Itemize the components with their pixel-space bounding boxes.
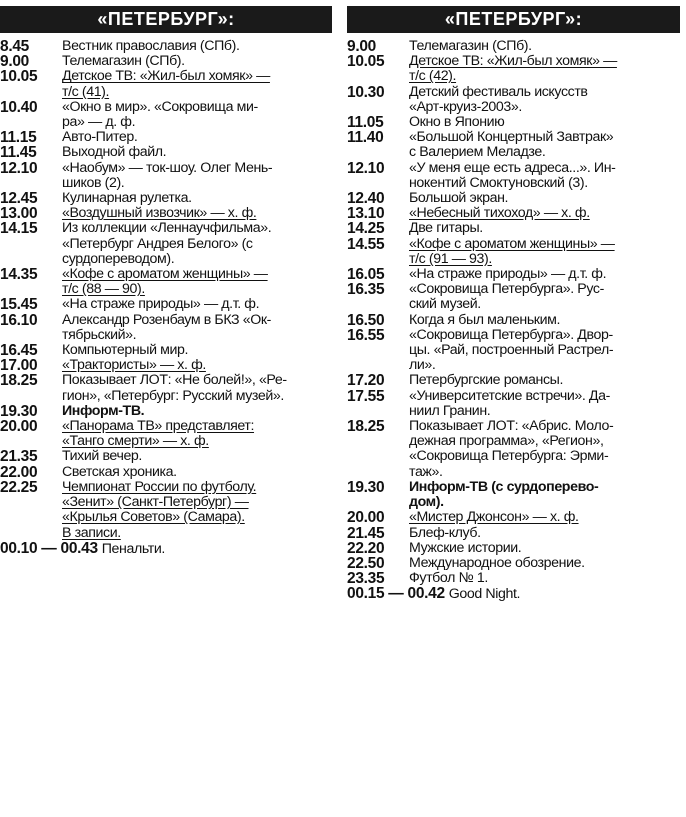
schedule-entry xyxy=(347,267,680,282)
entry-time: 18.25 xyxy=(0,372,38,390)
entry-time: 20.00 xyxy=(0,418,38,436)
entry-line: Большой экран. xyxy=(409,190,509,207)
entry-title xyxy=(409,115,680,130)
schedule-entry xyxy=(0,297,332,312)
entry-title xyxy=(62,221,332,267)
entry-title xyxy=(409,526,680,541)
schedule-entry xyxy=(347,85,680,115)
entry-line: Детское ТВ: «Жил-был хомяк» — xyxy=(62,68,270,85)
entry-title xyxy=(409,221,680,236)
schedule-entry xyxy=(0,221,332,267)
entry-line: Из коллекции «Леннаучфильма». xyxy=(62,220,272,237)
schedule-entry xyxy=(347,526,680,541)
entry-title xyxy=(62,100,332,130)
schedule-entry xyxy=(0,206,332,221)
entry-title xyxy=(409,161,680,191)
entry-line: Тихий вечер. xyxy=(62,448,142,465)
entry-title xyxy=(409,282,680,312)
entry-title xyxy=(62,206,332,221)
entry-time: 21.35 xyxy=(0,448,38,466)
entry-time: 23.35 xyxy=(347,570,385,588)
entry-title xyxy=(62,267,332,297)
entry-line: «Кофе с ароматом женщины» — xyxy=(62,266,268,283)
entry-line: «Арт-круиз-2003». xyxy=(409,98,522,115)
schedule-entry xyxy=(347,237,680,267)
entry-line: тябрьский». xyxy=(62,326,137,343)
entry-time: 9.00 xyxy=(347,38,376,55)
entry-time: 10.30 xyxy=(347,83,385,101)
entry-title xyxy=(62,343,332,358)
entry-line: гион», «Петербург: Русский музей». xyxy=(62,387,284,404)
entry-title xyxy=(62,130,332,145)
entry-title xyxy=(62,465,332,480)
schedule-entry xyxy=(0,69,332,99)
entry-title xyxy=(62,449,332,464)
entry-time: 22.20 xyxy=(347,539,385,557)
schedule-entry xyxy=(347,313,680,328)
entry-line: т/с (91 — 93). xyxy=(409,250,492,267)
schedule-entry xyxy=(0,161,332,191)
entry-line: «На страже природы» — д.т. ф. xyxy=(62,296,260,313)
entry-line: сурдопереводом). xyxy=(62,250,175,267)
entry-line: Петербургские романсы. xyxy=(409,372,563,389)
schedule-entry xyxy=(0,39,332,54)
entry-title xyxy=(62,54,332,69)
entry-line: «Панорама ТВ» представляет: xyxy=(62,418,255,435)
entry-line: с Валерием Меладзе. xyxy=(409,144,546,161)
entry-line: Мужские истории. xyxy=(409,539,522,556)
last-entry xyxy=(0,541,332,557)
left-column xyxy=(0,6,332,557)
entry-time: 00.15 — 00.42 xyxy=(347,585,445,603)
entry-title xyxy=(409,54,680,84)
entry-title xyxy=(62,404,332,419)
entry-line: «Университетские встречи». Да- xyxy=(409,387,610,404)
entry-line: Окно в Японию xyxy=(409,114,505,131)
entry-line: «Кофе с ароматом женщины» — xyxy=(409,235,615,252)
entry-title xyxy=(62,191,332,206)
entry-line: «Большой Концертный Завтрак» xyxy=(409,129,614,146)
entry-time: 11.40 xyxy=(347,129,384,147)
entry-time: 22.50 xyxy=(347,554,385,572)
entry-title xyxy=(62,358,332,373)
entry-time: 17.20 xyxy=(347,372,385,390)
entry-line: ский музей. xyxy=(409,296,481,313)
schedule-entry xyxy=(347,480,680,510)
schedule-entry xyxy=(0,465,332,480)
entry-title: Пенальти. xyxy=(101,540,165,557)
schedule-entry xyxy=(0,358,332,373)
entry-line: Авто-Питер. xyxy=(62,129,138,146)
schedule-entry xyxy=(347,221,680,236)
entry-time: 17.00 xyxy=(0,357,38,375)
entry-line: Показывает ЛОТ: «Не болей!», «Ре- xyxy=(62,372,287,389)
entry-time: 16.05 xyxy=(347,266,385,284)
entry-time: 10.05 xyxy=(347,53,385,71)
entry-time: 10.05 xyxy=(0,68,38,86)
entry-line: Информ-ТВ (с сурдоперево- xyxy=(409,478,599,495)
entry-title xyxy=(62,69,332,99)
entry-title xyxy=(409,389,680,419)
entry-line: «У меня еще есть адреса...». Ин- xyxy=(409,159,616,176)
entry-time: 12.40 xyxy=(347,190,385,208)
entry-time: 15.45 xyxy=(0,296,38,314)
entry-line: Чемпионат России по футболу. xyxy=(62,478,257,495)
entry-title xyxy=(409,237,680,267)
entry-title xyxy=(409,571,680,586)
schedule-entry xyxy=(0,130,332,145)
schedule-entry xyxy=(0,191,332,206)
entry-title xyxy=(409,541,680,556)
entry-time: 22.00 xyxy=(0,463,38,481)
entry-title xyxy=(409,191,680,206)
entry-line: Информ-ТВ. xyxy=(62,402,145,419)
entry-title xyxy=(62,373,332,403)
schedule-entry xyxy=(347,328,680,374)
schedule-entry xyxy=(347,191,680,206)
entry-line: Детский фестиваль искусств xyxy=(409,83,588,100)
schedule-entry xyxy=(347,115,680,130)
entry-time: 00.10 — 00.43 xyxy=(0,539,98,557)
entry-line: «Зенит» (Санкт-Петербург) — xyxy=(62,494,249,511)
right-column xyxy=(347,6,680,603)
entry-time: 12.10 xyxy=(347,159,385,177)
entry-title xyxy=(409,85,680,115)
schedule-entry xyxy=(0,404,332,419)
entry-line: «Окно в мир». «Сокровища ми- xyxy=(62,98,258,115)
entry-line: «Сокровища Петербурга». Рус- xyxy=(409,281,604,298)
entry-title xyxy=(409,419,680,480)
entry-line: Телемагазин (СПб). xyxy=(409,38,532,54)
schedule-entry xyxy=(347,556,680,571)
entry-title xyxy=(62,145,332,160)
entry-line: В записи. xyxy=(62,524,121,541)
entry-line: Международное обозрение. xyxy=(409,554,585,571)
entry-line: Показывает ЛОТ: «Абрис. Моло- xyxy=(409,418,614,435)
entry-time: 17.55 xyxy=(347,387,385,405)
entry-title xyxy=(409,267,680,282)
entry-time: 16.50 xyxy=(347,311,385,329)
schedule-entry xyxy=(347,54,680,84)
entry-line: Детское ТВ: «Жил-был хомяк» — xyxy=(409,53,617,70)
entry-time: 10.40 xyxy=(0,98,38,116)
schedule-entry xyxy=(347,510,680,525)
entry-title xyxy=(409,313,680,328)
schedule-entry xyxy=(0,313,332,343)
entry-time: 12.10 xyxy=(0,159,38,177)
entry-time: 16.35 xyxy=(347,281,385,299)
entry-time: 18.25 xyxy=(347,418,385,436)
schedule-entry xyxy=(0,54,332,69)
entry-line: Когда я был маленьким. xyxy=(409,311,561,328)
entry-line: «Петербург Андрея Белого» (с xyxy=(62,235,253,252)
entry-title xyxy=(62,39,332,54)
entry-line: ниил Гранин. xyxy=(409,402,491,419)
entry-time: 19.30 xyxy=(0,402,38,420)
schedule-entry xyxy=(347,206,680,221)
last-entry xyxy=(347,586,680,602)
schedule-entry xyxy=(0,480,332,541)
channel-header: «ПЕТЕРБУРГ»: xyxy=(347,6,680,33)
entry-line: т/с (41). xyxy=(62,83,110,100)
schedule-entry xyxy=(347,373,680,388)
entry-line: «Мистер Джонсон» — х. ф. xyxy=(409,509,579,526)
entry-line: «Наобум» — ток-шоу. Олег Мень- xyxy=(62,159,273,176)
schedule-entry xyxy=(347,571,680,586)
entry-title xyxy=(62,161,332,191)
entry-line: Две гитары. xyxy=(409,220,483,237)
entry-line: «Сокровища Петербурга». Двор- xyxy=(409,326,613,343)
entry-line: Светская хроника. xyxy=(62,463,177,480)
entry-title: Good Night. xyxy=(448,586,521,603)
entry-line: Выходной файл. xyxy=(62,144,167,161)
entry-line: дом). xyxy=(409,494,444,511)
entry-line: Вестник православия (СПб). xyxy=(62,38,240,54)
schedule-entry xyxy=(347,130,680,160)
entry-title xyxy=(409,206,680,221)
entry-line: дежная программа», «Регион», xyxy=(409,433,604,450)
entry-title xyxy=(409,130,680,160)
entry-title xyxy=(409,328,680,374)
entry-line: «Крылья Советов» (Самара). xyxy=(62,509,245,526)
entry-line: Александр Розенбаум в БКЗ «Ок- xyxy=(62,311,271,328)
schedule-entry xyxy=(347,39,680,54)
entry-time: 14.25 xyxy=(347,220,385,238)
entry-line: цы. «Рай, построенный Растрел- xyxy=(409,342,614,359)
entry-title xyxy=(409,510,680,525)
schedule-entry xyxy=(347,541,680,556)
entry-line: «Сокровища Петербурга: Эрми- xyxy=(409,448,609,465)
entry-line: «Небесный тихоход» — х. ф. xyxy=(409,205,590,222)
schedule-entry xyxy=(0,343,332,358)
entry-time: 11.05 xyxy=(347,114,384,132)
entry-title xyxy=(409,39,680,54)
entry-time: 21.45 xyxy=(347,524,385,542)
channel-header: «ПЕТЕРБУРГ»: xyxy=(0,6,332,33)
entry-line: «Воздушный извозчик» — х. ф. xyxy=(62,205,257,222)
entry-line: т/с (42). xyxy=(409,68,457,85)
entry-line: ра» — д. ф. xyxy=(62,114,136,131)
entry-line: Компьютерный мир. xyxy=(62,342,189,359)
entry-line: ли». xyxy=(409,357,436,374)
entry-time: 8.45 xyxy=(0,38,29,55)
entry-time: 14.15 xyxy=(0,220,38,238)
schedule-entry xyxy=(347,161,680,191)
entry-line: «Трактористы» — х. ф. xyxy=(62,357,206,374)
entry-title xyxy=(62,480,332,541)
entry-line: нокентий Смоктуновский (3). xyxy=(409,174,588,191)
entry-time: 19.30 xyxy=(347,478,385,496)
schedule-entry xyxy=(0,100,332,130)
schedule-list xyxy=(347,39,680,586)
entry-time: 11.45 xyxy=(0,144,37,162)
schedule-entry xyxy=(0,267,332,297)
entry-time: 22.25 xyxy=(0,478,38,496)
schedule-entry xyxy=(0,145,332,160)
entry-line: Блеф-клуб. xyxy=(409,524,481,541)
entry-line: «На страже природы» — д.т. ф. xyxy=(409,266,607,283)
entry-time: 14.35 xyxy=(0,266,38,284)
entry-title xyxy=(62,419,332,449)
schedule-list xyxy=(0,39,332,541)
entry-line: Кулинарная рулетка. xyxy=(62,190,192,207)
entry-title xyxy=(409,480,680,510)
entry-time: 11.15 xyxy=(0,129,37,147)
schedule-entry xyxy=(0,373,332,403)
entry-title xyxy=(62,297,332,312)
schedule-entry xyxy=(347,282,680,312)
entry-time: 13.00 xyxy=(0,205,38,223)
entry-time: 13.10 xyxy=(347,205,385,223)
entry-time: 16.10 xyxy=(0,311,38,329)
entry-line: т/с (88 — 90). xyxy=(62,281,145,298)
entry-time: 16.55 xyxy=(347,326,385,344)
entry-title xyxy=(62,313,332,343)
entry-title xyxy=(409,556,680,571)
entry-line: «Танго смерти» — х. ф. xyxy=(62,433,209,450)
entry-time: 12.45 xyxy=(0,190,38,208)
entry-time: 20.00 xyxy=(347,509,385,527)
entry-line: таж». xyxy=(409,463,443,480)
schedule-entry xyxy=(347,419,680,480)
entry-time: 14.55 xyxy=(347,235,385,253)
entry-line: Телемагазин (СПб). xyxy=(62,53,185,70)
entry-time: 16.45 xyxy=(0,342,38,360)
schedule-entry xyxy=(0,419,332,449)
entry-line: Футбол № 1. xyxy=(409,570,488,587)
entry-time: 9.00 xyxy=(0,53,29,71)
entry-line: шиков (2). xyxy=(62,174,125,191)
entry-title xyxy=(409,373,680,388)
schedule-entry xyxy=(347,389,680,419)
schedule-entry xyxy=(0,449,332,464)
